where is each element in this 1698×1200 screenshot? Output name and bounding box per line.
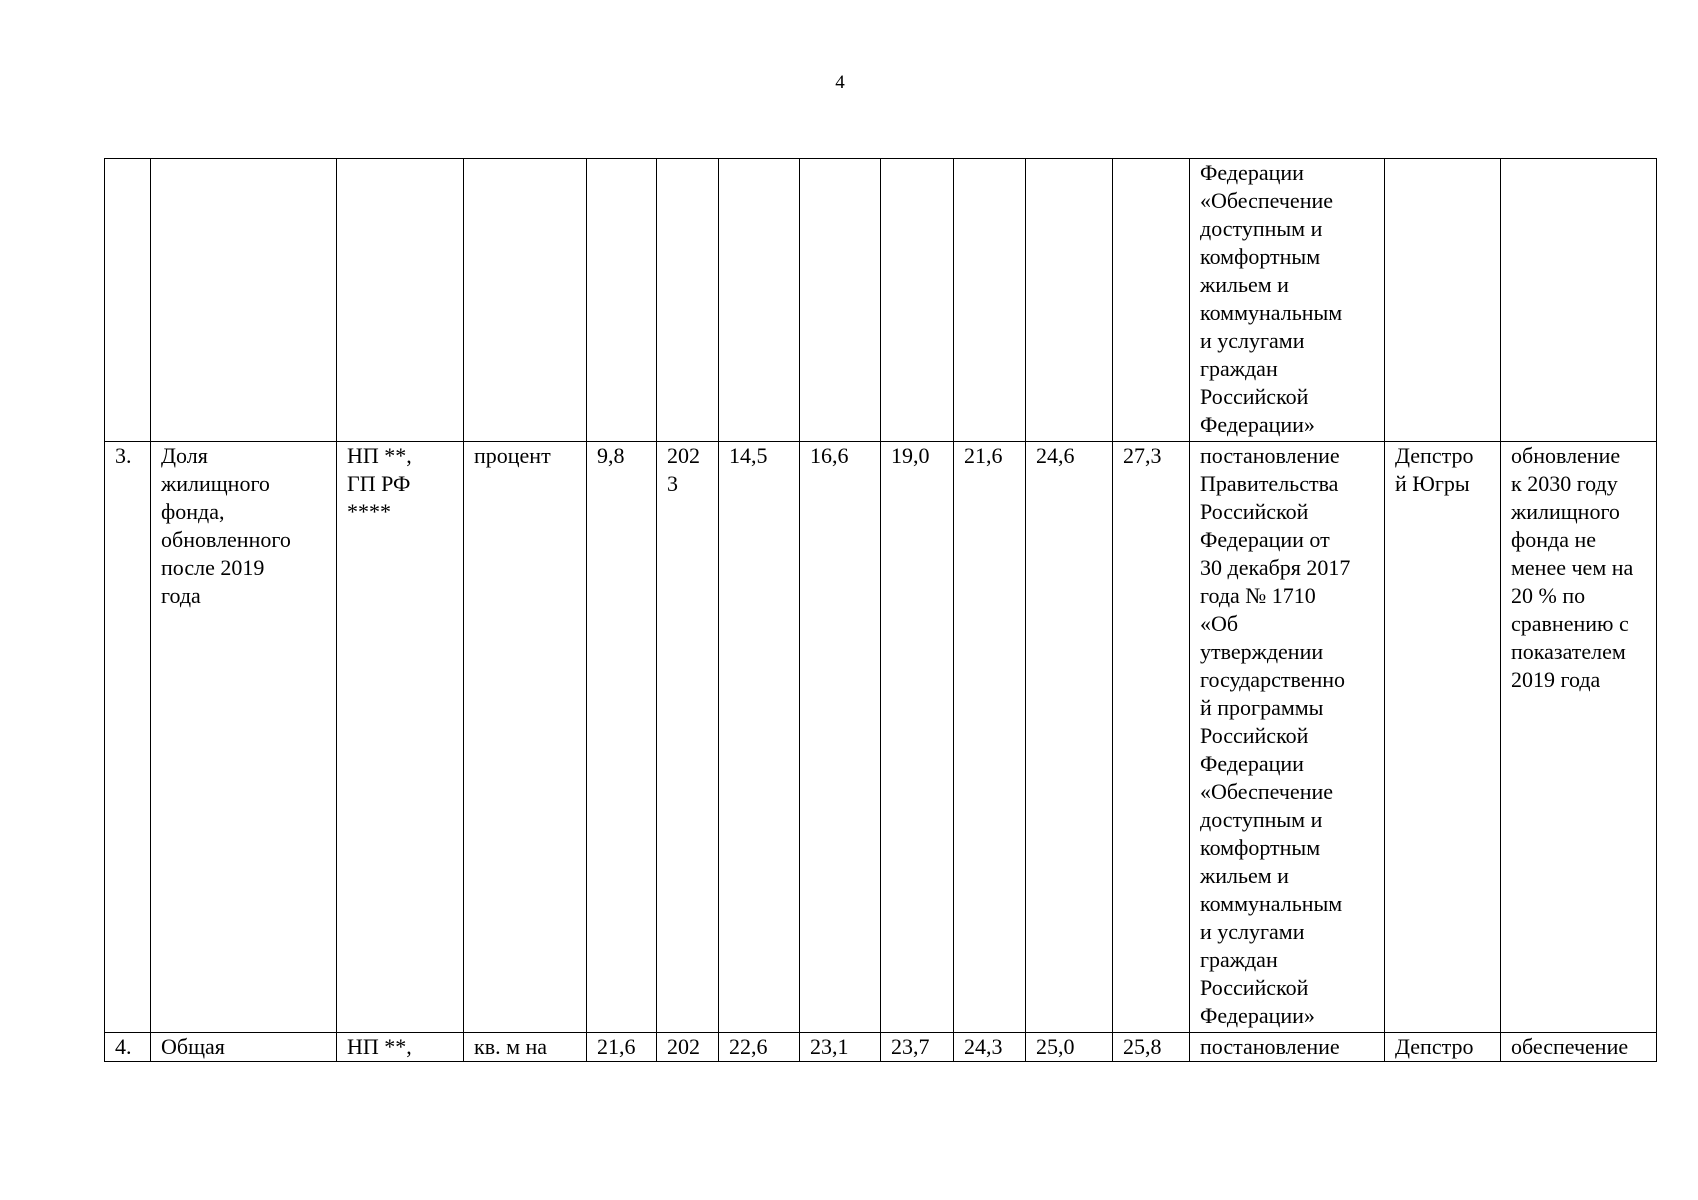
table-row (105, 1033, 1657, 1062)
cell-name (151, 159, 337, 442)
cell-y3: 23,7 (881, 1033, 954, 1062)
cell-y6: 25,8 (1113, 1033, 1190, 1062)
cell-y1: 22,6 (719, 1033, 800, 1062)
cell-num: 3. (105, 442, 151, 1033)
cell-name: Доля жилищного фонда, обновленного после 2019 года (151, 442, 337, 1033)
table-row (105, 442, 1657, 1033)
cell-unit: кв. м на (464, 1033, 587, 1062)
cell-y5: 24,6 (1026, 442, 1113, 1033)
cell-num: 4. (105, 1033, 151, 1062)
cell-document: постановление (1190, 1033, 1385, 1062)
cell-base-value: 9,8 (587, 442, 657, 1033)
cell-unit (464, 159, 587, 442)
cell-base-year: 202 (657, 1033, 719, 1062)
cell-y2: 23,1 (800, 1033, 881, 1062)
cell-document: Федерации «Обеспечение доступным и комфортным жильем и коммунальным и услугами граждан Российской Федерации» (1190, 159, 1385, 442)
cell-num (105, 159, 151, 442)
cell-y5: 25,0 (1026, 1033, 1113, 1062)
cell-link (1501, 159, 1657, 442)
cell-y3: 19,0 (881, 442, 954, 1033)
cell-y4: 24,3 (954, 1033, 1026, 1062)
cell-y2 (800, 159, 881, 442)
cell-base-value: 21,6 (587, 1033, 657, 1062)
page-number: 4 (835, 72, 845, 93)
cell-level (337, 159, 464, 442)
table-row (105, 159, 1657, 442)
cell-y1: 14,5 (719, 442, 800, 1033)
cell-responsible (1385, 159, 1501, 442)
cell-y1 (719, 159, 800, 442)
cell-base-year: 202 3 (657, 442, 719, 1033)
indicators-table (104, 158, 1657, 1062)
cell-responsible: Депстро (1385, 1033, 1501, 1062)
cell-name: Общая (151, 1033, 337, 1062)
cell-y5 (1026, 159, 1113, 442)
cell-level: НП **, (337, 1033, 464, 1062)
cell-y4 (954, 159, 1026, 442)
cell-document: постановление Правительства Российской Федерации от 30 декабря 2017 года № 1710 «Об утверждении государственно й программы Российской Федерации «Обеспечение доступным и комфортным жильем и коммунальным и услугами граждан Российской Федерации» (1190, 442, 1385, 1033)
cell-responsible: Депстро й Югры (1385, 442, 1501, 1033)
cell-y6: 27,3 (1113, 442, 1190, 1033)
cell-y3 (881, 159, 954, 442)
cell-unit: процент (464, 442, 587, 1033)
cell-y2: 16,6 (800, 442, 881, 1033)
cell-base-value (587, 159, 657, 442)
cell-y4: 21,6 (954, 442, 1026, 1033)
cell-base-year (657, 159, 719, 442)
cell-level: НП **, ГП РФ **** (337, 442, 464, 1033)
cell-y6 (1113, 159, 1190, 442)
cell-link: обновление к 2030 году жилищного фонда не менее чем на 20 % по сравнению с показателем 2019 года (1501, 442, 1657, 1033)
cell-link: обеспечение (1501, 1033, 1657, 1062)
